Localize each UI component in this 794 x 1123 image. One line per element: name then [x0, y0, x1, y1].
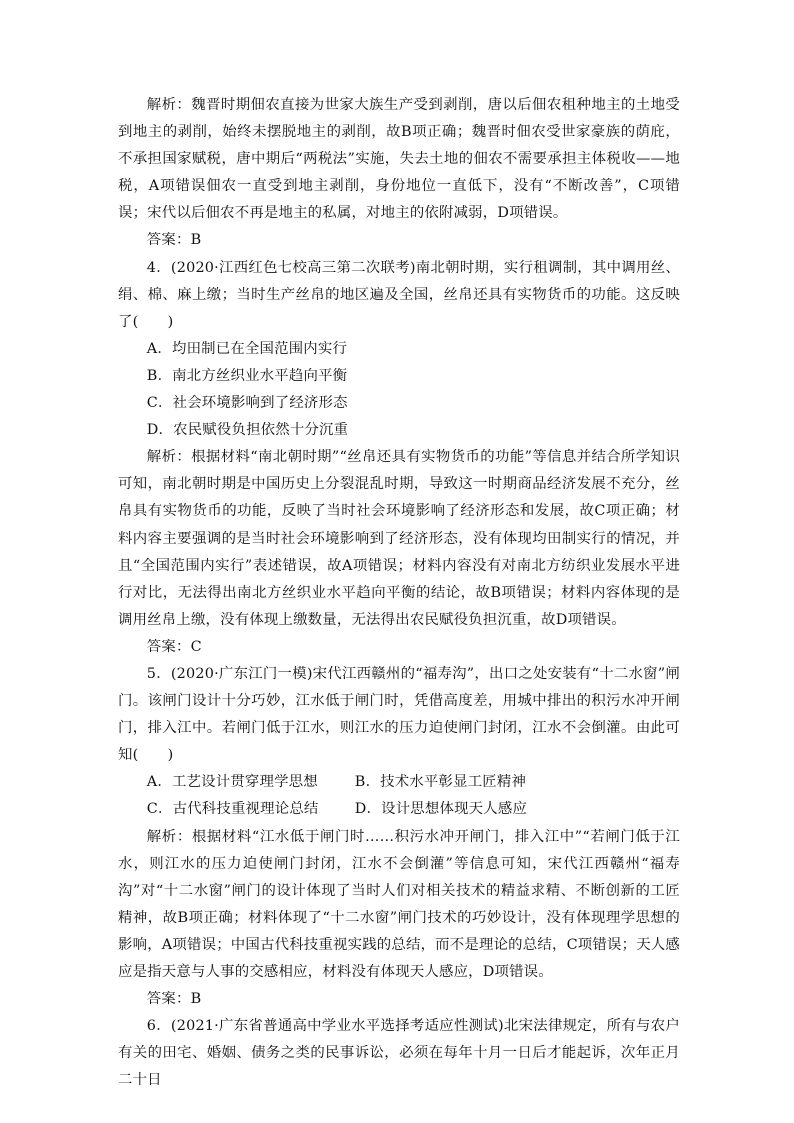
q6-stem: 6．(2021·广东省普通高中学业水平选择考适应性测试)北宋法律规定，所有与农户有关的田宅、婚姻、债务之类的民事诉讼，必须在每年十月一日后才能起诉，次年正月二十日: [118, 1018, 680, 1089]
q4-option-d: D．农民赋役负担依然十分沉重: [146, 422, 349, 439]
q4-option-c: C．社会环境影响到了经济形态: [146, 395, 348, 412]
q4-option-a: A．均田制已在全国范围内实行: [146, 340, 348, 357]
q5-options-row-1: [118, 769, 680, 796]
q5-option-c: C．古代科技重视理论总结: [146, 801, 319, 818]
q5-analysis: 解析：根据材料“江水低于闸门时……积污水冲开闸门，排入江中”“若闸门低于江水，则江水的压力迫使闸门封闭，江水不会倒灌”等信息可知，宋代江西赣州“福寿沟”对“十二水窗”闸门的设计体现了当时人们对相关技术的精益求精、不断创新的工匠精神，故B项正确；材料体现了“十二水窗”闸门技术的巧妙设计，没有体现理学思想的影响，A项错误；中国古代科技重视实践的总结，而不是理论的总结，C项错误；天人感应是指天意与人事的交感相应，材料没有体现天人感应，D项错误。: [118, 828, 680, 980]
q5-option-b: B．技术水平彰显工匠精神: [354, 774, 527, 791]
q5-option-d: D．设计思想体现天人感应: [354, 801, 528, 818]
q4-stem: 4．(2020·江西红色七校高三第二次联考)南北朝时期，实行租调制，其中调用丝、绢、棉、麻上缴；当时生产丝帛的地区遍及全国，丝帛还具有实物货币的功能。这反映了( ): [118, 259, 680, 330]
q4-analysis: 解析：根据材料“南北朝时期”“丝帛还具有实物货币的功能”等信息并结合所学知识可知，南北朝时期是中国历史上分裂混乱时期，导致这一时期商品经济发展不充分，丝帛具有实物货币的功能，反映了当时社会环境影响了经济形态和发展，故C项正确；材料内容主要强调的是当时社会环境影响到了经济形态，没有体现均田制实行的情况，并且“全国范围内实行”表述错误，故A项错误；材料内容没有对南北方纺织业发展水平进行对比，无法得出南北方丝织业水平趋向平衡的结论，故B项错误；材料内容体现的是调用丝帛上缴，没有体现上缴数量，无法得出农民赋役负担沉重，故D项错误。: [118, 449, 680, 628]
document-body: [118, 92, 680, 1094]
q5-option-a: A．工艺设计贯穿理学思想: [146, 774, 318, 791]
q5-answer: 答案：B: [146, 991, 202, 1008]
q3-answer: 答案：B: [146, 232, 202, 249]
q4-answer: 答案：C: [146, 638, 202, 655]
q4-option-b: B．南北方丝织业水平趋向平衡: [146, 367, 348, 384]
q5-options-row-2: [118, 796, 680, 823]
q3-analysis: 解析：魏晋时期佃农直接为世家大族生产受到剥削，唐以后佃农租种地主的土地受到地主的剥削，始终未摆脱地主的剥削，故B项正确；魏晋时佃农受世家豪族的荫庇，不承担国家赋税，唐中期后“两税法”实施，失去土地的佃农不需要承担主体税收——地税，A项错误佃农一直受到地主剥削，身份地位一直低下，没有“不断改善”，C项错误；宋代以后佃农不再是地主的私属，对地主的依附减弱，D项错误。: [118, 97, 680, 222]
q5-stem: 5．(2020·广东江门一模)宋代江西赣州的“福寿沟”，出口之处安装有“十二水窗”闸门。该闸门设计十分巧妙，江水低于闸门时，凭借高度差，用城中排出的积污水冲开闸门，排入江中。若闸门低于江水，则江水的压力迫使闸门封闭，江水不会倒灌。由此可知( ): [118, 665, 680, 764]
